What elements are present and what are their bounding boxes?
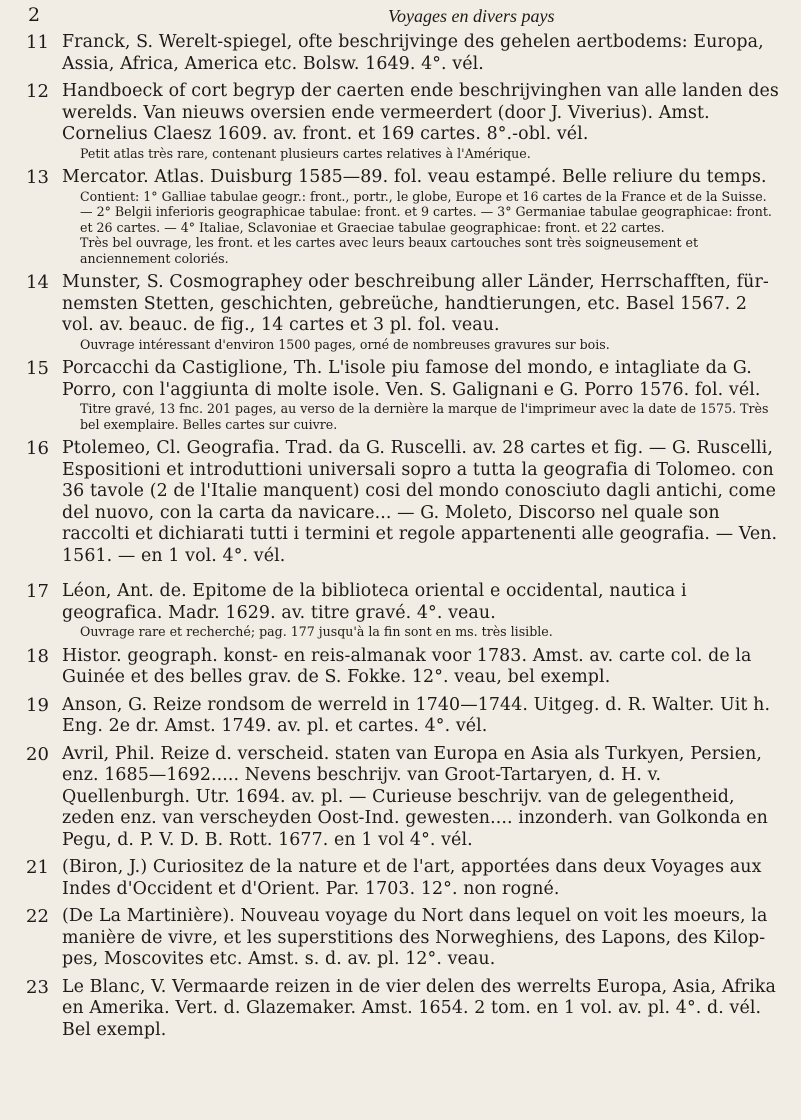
catalogue-entry bbox=[0, 906, 801, 971]
entry-text: Handboeck of cort begryp der caerten ende beschrijvinghen van alle landen des werelds. Van nieuws oversien ende vermeerdert (door J. Viverius). Amst. Cornelius Claesz 1609. av. front. et 169 cartes. 8°.-obl. vél. bbox=[62, 81, 779, 144]
entry-number: 19 bbox=[26, 694, 49, 716]
catalogue-entry bbox=[0, 358, 801, 432]
entry-note: Ouvrage intéressant d'environ 1500 pages, orné de nombreuses gravures sur bois. bbox=[80, 336, 610, 352]
entry-number: 12 bbox=[26, 81, 49, 102]
catalogue-entry bbox=[0, 695, 801, 738]
catalogue-entry bbox=[0, 646, 801, 689]
page-number: 2 bbox=[28, 4, 41, 26]
entry-text: Histor. geograph. konst- en reis-almanak voor 1783. Amst. av. carte col. de la Guinée et des belles grav. de S. Fokke. 12°. veau, bel exempl. bbox=[62, 645, 752, 687]
entry-number: 20 bbox=[26, 743, 49, 765]
page-header bbox=[28, 4, 781, 32]
entry-text: Ptolemeo, Cl. Geografia. Trad. da G. Ruscelli. av. 28 cartes et fig. — G. Ruscelli, Espositioni et introduttioni universali sopro a tutta la geografia di Tolomeo. con 36 tavole (2 de l'Italie manquent) cosi del mondo conosciuto dagli antichi, come del nuovo, con la carta da navicare... — G. Moleto, Discorso nel quale son raccolti et dichiarati tutti i termini et regole appartenenti alle geografia. — Ven. 1561. — en 1 vol. 4°. vél. bbox=[62, 438, 778, 566]
catalogue-entry bbox=[0, 438, 801, 567]
entry-note: Titre gravé, 13 fnc. 201 pages, au verso de la dernière la marque de l'imprimeur avec la date de 1575. Très bel exemplaire. Belles cartes sur cuivre. bbox=[80, 401, 769, 432]
entry-text: Franck, S. Werelt-spiegel, ofte beschrijvinge des gehelen aertbodems: Europa, Assia, Africa, America etc. Bolsw. 1649. 4°. vél. bbox=[62, 32, 764, 74]
entry-number: 18 bbox=[26, 645, 49, 667]
entry-number: 21 bbox=[26, 857, 49, 878]
entry-note: Très bel ouvrage, les front. et les cartes avec leurs beaux cartouches sont très soigneusement et anciennement coloriés. bbox=[80, 235, 699, 266]
catalogue-entries bbox=[0, 32, 801, 1041]
entry-text: Porcacchi da Castiglione, Th. L'isole piu famose del mondo, e intagliate da G. Porro, con l'aggiunta di molte isole. Ven. S. Galignani e G. Porro 1576. fol. vél. bbox=[62, 358, 761, 400]
catalogue-entry bbox=[0, 977, 801, 1042]
entry-number: 16 bbox=[26, 438, 49, 459]
entry-number: 23 bbox=[26, 976, 49, 998]
catalogue-entry bbox=[0, 167, 801, 266]
entry-note: Contient: 1° Galliae tabulae geogr.: front., portr., le globe, Europe et 16 cartes de la France et de la Suisse. — 2° Belgii inferioris geographicae tabulae: front. et 9 cartes. — 3° Germaniae tabulae geographicae: front. et 26 cartes. — 4° Italiae, Sclavoniae et Graeciae tabulae geographicae: front. et 22 cartes. bbox=[80, 188, 772, 235]
entry-number: 17 bbox=[26, 581, 49, 602]
entry-number: 13 bbox=[26, 167, 49, 188]
entry-note: Petit atlas très rare, contenant plusieurs cartes relatives à l'Amérique. bbox=[80, 145, 531, 161]
entry-number: 11 bbox=[26, 32, 49, 53]
entry-text: Avril, Phil. Reize d. verscheid. staten van Europa en Asia als Turkyen, Persien, enz. 1685—1692..... Nevens beschrijv. van Groot-Tartaryen, d. H. v. Quellenburgh. Utr. 1694. av. pl. — Curieuse beschrijv. van de gelegentheid, zeden enz. van verscheyden Oost-Ind. gewesten.... inzonderh. van Golkonda en Pegu, d. P. V. D. B. Rott. 1677. en 1 vol 4°. vél. bbox=[62, 743, 768, 850]
entry-number: 15 bbox=[26, 358, 49, 379]
catalogue-entry bbox=[0, 857, 801, 900]
catalogue-entry bbox=[0, 81, 801, 161]
catalogue-entry bbox=[0, 744, 801, 852]
entry-number: 14 bbox=[26, 272, 49, 293]
catalogue-entry bbox=[0, 581, 801, 640]
entry-text: (De La Martinière). Nouveau voyage du Nort dans lequel on voit les moeurs, la manière de vivre, et les superstitions des Norweghiens, des Lapons, des Kilop-pes, Moscovites etc. Amst. s. d. av. pl. 12°. veau. bbox=[62, 906, 768, 969]
entry-text: Anson, G. Reize rondsom de werreld in 1740—1744. Uitgeg. d. R. Walter. Uit h. Eng. 2e dr. Amst. 1749. av. pl. et cartes. 4°. vél. bbox=[62, 694, 771, 736]
entry-note: Ouvrage rare et recherché; pag. 177 jusqu'à la fin sont en ms. très lisible. bbox=[80, 624, 553, 639]
entry-number: 22 bbox=[26, 906, 49, 927]
entry-text: Mercator. Atlas. Duisburg 1585—89. fol. veau estampé. Belle reliure du temps. bbox=[62, 167, 767, 187]
running-title: Voyages en divers pays bbox=[388, 6, 555, 26]
catalogue-entry bbox=[0, 272, 801, 352]
entry-text: Le Blanc, V. Vermaarde reizen in de vier delen des werrelts Europa, Asia, Afrika en Amerika. Vert. d. Glazemaker. Amst. 1654. 2 tom. en 1 vol. av. pl. 4°. d. vél. Bel exempl. bbox=[62, 976, 776, 1040]
catalogue-entry bbox=[0, 32, 801, 75]
entry-text: (Biron, J.) Curiositez de la nature et de l'art, apportées dans deux Voyages aux Indes d'Occident et d'Orient. Par. 1703. 12°. non rogné. bbox=[62, 857, 762, 899]
entry-text: Munster, S. Cosmographey oder beschreibung aller Länder, Herrschafften, für-nemsten Stetten, geschichten, gebreüche, handtierungen, etc. Basel 1567. 2 vol. av. beauc. de fig., 14 cartes et 3 pl. fol. veau. bbox=[62, 272, 769, 335]
entry-text: Léon, Ant. de. Epitome de la biblioteca oriental e occidental, nautica i geografica. Madr. 1629. av. titre gravé. 4°. veau. bbox=[62, 581, 687, 623]
